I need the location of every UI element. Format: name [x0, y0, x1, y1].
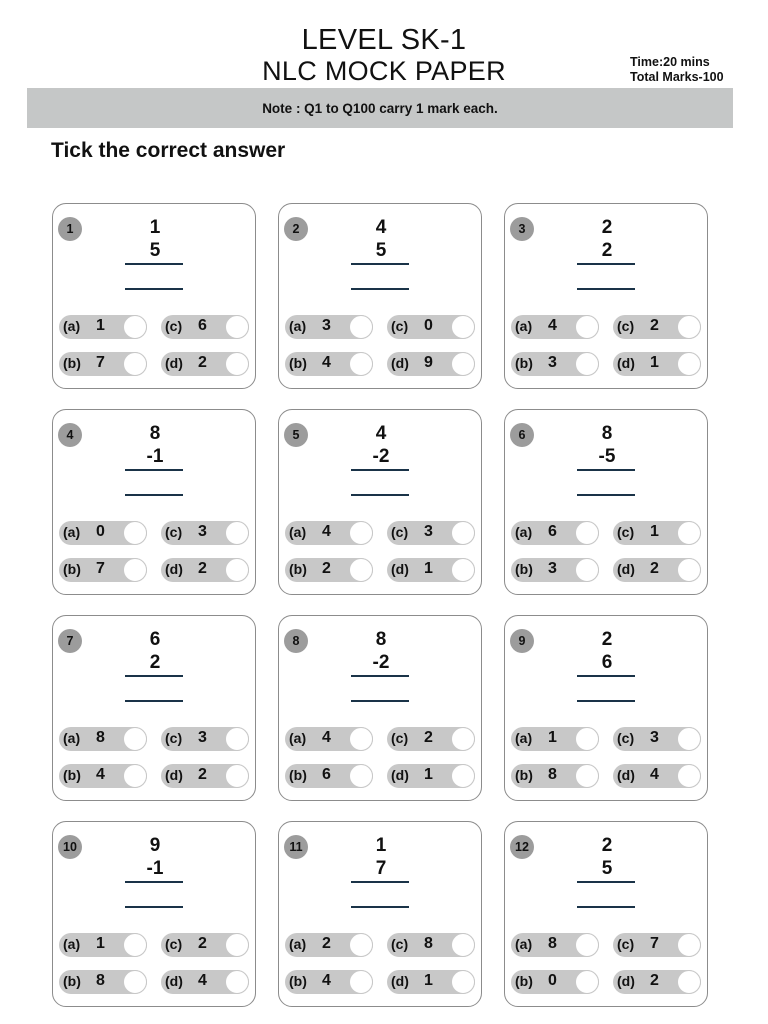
option-d[interactable] [387, 764, 475, 788]
operand-bottom: 2 [601, 240, 613, 261]
option-letter: (a) [289, 318, 307, 334]
option-value: 2 [198, 560, 207, 577]
operand-top: 2 [601, 217, 613, 238]
answer-tick-circle[interactable] [575, 558, 599, 582]
page-subtitle: NLC MOCK PAPER [262, 56, 506, 86]
option-b[interactable] [285, 970, 373, 994]
answer-tick-circle[interactable] [575, 352, 599, 376]
option-a[interactable] [511, 315, 599, 339]
sum-divider-line [577, 263, 635, 265]
option-c[interactable] [161, 933, 249, 957]
operand-top: 2 [601, 629, 613, 650]
option-letter: (a) [289, 936, 307, 952]
option-d[interactable] [161, 352, 249, 376]
option-letter: (a) [515, 730, 533, 746]
operand-top: 4 [375, 217, 387, 238]
option-value: 1 [424, 766, 433, 783]
option-value: 1 [424, 972, 433, 989]
answer-tick-circle[interactable] [451, 764, 475, 788]
question-number-badge: 3 [510, 217, 534, 241]
option-letter: (b) [515, 767, 533, 783]
operand-bottom: 7 [375, 858, 387, 879]
answer-tick-circle[interactable] [575, 315, 599, 339]
answer-tick-circle[interactable] [451, 352, 475, 376]
option-letter: (c) [617, 730, 635, 746]
answer-tick-circle[interactable] [123, 727, 147, 751]
question-card [52, 821, 256, 1007]
answer-line [577, 906, 635, 908]
option-value: 4 [322, 972, 331, 989]
operand-top: 8 [149, 423, 161, 444]
option-letter: (c) [391, 318, 409, 334]
operand-bottom: -1 [146, 446, 164, 467]
option-value: 1 [650, 354, 659, 371]
operand-top: 1 [149, 217, 161, 238]
answer-line [125, 700, 183, 702]
sum-divider-line [351, 263, 409, 265]
option-letter: (a) [63, 936, 81, 952]
option-value: 6 [548, 523, 557, 540]
time-label: Time:20 mins [630, 55, 710, 69]
option-b[interactable] [511, 352, 599, 376]
option-a[interactable] [511, 727, 599, 751]
option-letter: (c) [391, 730, 409, 746]
answer-tick-circle[interactable] [349, 727, 373, 751]
answer-tick-circle[interactable] [349, 970, 373, 994]
option-value: 3 [424, 523, 433, 540]
option-value: 4 [198, 972, 207, 989]
option-c[interactable] [161, 521, 249, 545]
option-value: 3 [650, 729, 659, 746]
operand-top: 2 [601, 835, 613, 856]
answer-tick-circle[interactable] [451, 727, 475, 751]
answer-line [125, 288, 183, 290]
answer-tick-circle[interactable] [123, 315, 147, 339]
option-value: 4 [322, 523, 331, 540]
option-c[interactable] [613, 727, 701, 751]
option-a[interactable] [285, 933, 373, 957]
option-value: 2 [650, 317, 659, 334]
option-d[interactable] [613, 352, 701, 376]
option-value: 2 [650, 560, 659, 577]
answer-tick-circle[interactable] [225, 764, 249, 788]
option-d[interactable] [161, 558, 249, 582]
answer-line [577, 700, 635, 702]
answer-tick-circle[interactable] [123, 558, 147, 582]
option-b[interactable] [285, 558, 373, 582]
sum-divider-line [125, 263, 183, 265]
option-a[interactable] [59, 933, 147, 957]
answer-tick-circle[interactable] [123, 521, 147, 545]
option-value: 6 [198, 317, 207, 334]
answer-tick-circle[interactable] [451, 970, 475, 994]
option-letter: (b) [515, 561, 533, 577]
option-value: 7 [96, 560, 105, 577]
option-letter: (c) [617, 936, 635, 952]
option-d[interactable] [613, 558, 701, 582]
option-c[interactable] [387, 933, 475, 957]
option-value: 6 [322, 766, 331, 783]
answer-tick-circle[interactable] [451, 933, 475, 957]
answer-tick-circle[interactable] [123, 764, 147, 788]
option-letter: (c) [391, 936, 409, 952]
answer-tick-circle[interactable] [225, 521, 249, 545]
operand-top: 8 [375, 629, 387, 650]
option-d[interactable] [613, 764, 701, 788]
answer-tick-circle[interactable] [349, 352, 373, 376]
option-value: 8 [96, 972, 105, 989]
sum-divider-line [351, 675, 409, 677]
option-letter: (b) [63, 973, 81, 989]
operand-bottom: 5 [149, 240, 161, 261]
answer-line [125, 906, 183, 908]
answer-tick-circle[interactable] [225, 727, 249, 751]
option-letter: (a) [515, 318, 533, 334]
option-a[interactable] [285, 521, 373, 545]
option-letter: (d) [165, 767, 183, 783]
option-d[interactable] [161, 764, 249, 788]
answer-line [351, 494, 409, 496]
option-c[interactable] [613, 933, 701, 957]
question-card [278, 409, 482, 595]
sum-divider-line [577, 881, 635, 883]
operand-bottom: -5 [598, 446, 616, 467]
option-letter: (a) [63, 318, 81, 334]
answer-tick-circle[interactable] [225, 315, 249, 339]
option-value: 1 [96, 317, 105, 334]
option-letter: (d) [617, 355, 635, 371]
option-letter: (b) [63, 767, 81, 783]
question-card [504, 821, 708, 1007]
answer-tick-circle[interactable] [225, 933, 249, 957]
option-letter: (d) [391, 355, 409, 371]
option-letter: (c) [165, 730, 183, 746]
operand-bottom: 2 [149, 652, 161, 673]
option-b[interactable] [59, 558, 147, 582]
option-letter: (c) [391, 524, 409, 540]
instruction-heading: Tick the correct answer [51, 139, 286, 162]
option-value: 2 [650, 972, 659, 989]
answer-tick-circle[interactable] [677, 970, 701, 994]
question-number-badge: 2 [284, 217, 308, 241]
option-a[interactable] [59, 727, 147, 751]
option-letter: (b) [289, 973, 307, 989]
option-letter: (b) [63, 355, 81, 371]
operand-top: 6 [149, 629, 161, 650]
answer-tick-circle[interactable] [123, 933, 147, 957]
option-value: 1 [96, 935, 105, 952]
option-a[interactable] [59, 315, 147, 339]
operand-bottom: -1 [146, 858, 164, 879]
sum-divider-line [577, 469, 635, 471]
answer-tick-circle[interactable] [677, 764, 701, 788]
answer-line [577, 288, 635, 290]
option-value: 1 [424, 560, 433, 577]
option-b[interactable] [59, 970, 147, 994]
answer-tick-circle[interactable] [349, 558, 373, 582]
answer-tick-circle[interactable] [349, 933, 373, 957]
operand-bottom: -2 [372, 446, 390, 467]
option-value: 3 [322, 317, 331, 334]
option-letter: (d) [391, 973, 409, 989]
question-card [52, 615, 256, 801]
question-number-badge: 11 [284, 835, 308, 859]
question-number-badge: 10 [58, 835, 82, 859]
operand-bottom: 5 [375, 240, 387, 261]
option-d[interactable] [161, 970, 249, 994]
option-value: 3 [198, 729, 207, 746]
note-text: Note : Q1 to Q100 carry 1 mark each. [262, 100, 498, 116]
sum-divider-line [351, 881, 409, 883]
answer-tick-circle[interactable] [575, 970, 599, 994]
operand-bottom: -2 [372, 652, 390, 673]
answer-line [351, 288, 409, 290]
question-card [504, 409, 708, 595]
option-letter: (b) [289, 561, 307, 577]
question-number-badge: 7 [58, 629, 82, 653]
answer-tick-circle[interactable] [225, 352, 249, 376]
option-letter: (b) [289, 767, 307, 783]
option-value: 1 [548, 729, 557, 746]
answer-tick-circle[interactable] [349, 315, 373, 339]
answer-tick-circle[interactable] [575, 933, 599, 957]
option-c[interactable] [387, 727, 475, 751]
option-value: 2 [424, 729, 433, 746]
answer-tick-circle[interactable] [677, 352, 701, 376]
option-a[interactable] [511, 521, 599, 545]
option-letter: (d) [165, 973, 183, 989]
option-b[interactable] [511, 970, 599, 994]
sum-divider-line [125, 881, 183, 883]
option-value: 2 [322, 935, 331, 952]
answer-tick-circle[interactable] [225, 970, 249, 994]
option-value: 7 [96, 354, 105, 371]
answer-tick-circle[interactable] [677, 315, 701, 339]
option-letter: (b) [515, 973, 533, 989]
question-number-badge: 5 [284, 423, 308, 447]
question-number-badge: 12 [510, 835, 534, 859]
option-value: 4 [96, 766, 105, 783]
answer-tick-circle[interactable] [575, 521, 599, 545]
option-value: 2 [198, 766, 207, 783]
answer-line [577, 494, 635, 496]
option-a[interactable] [285, 315, 373, 339]
option-value: 4 [548, 317, 557, 334]
answer-line [125, 494, 183, 496]
option-letter: (d) [165, 355, 183, 371]
option-b[interactable] [285, 352, 373, 376]
operand-top: 9 [149, 835, 161, 856]
option-value: 0 [96, 523, 105, 540]
option-letter: (b) [63, 561, 81, 577]
exam-meta [630, 55, 724, 85]
question-number-badge: 4 [58, 423, 82, 447]
option-value: 3 [548, 354, 557, 371]
option-letter: (a) [289, 524, 307, 540]
question-number-badge: 8 [284, 629, 308, 653]
option-letter: (d) [617, 561, 635, 577]
answer-tick-circle[interactable] [677, 933, 701, 957]
sum-divider-line [351, 469, 409, 471]
option-letter: (d) [391, 561, 409, 577]
option-c[interactable] [161, 315, 249, 339]
option-letter: (c) [165, 524, 183, 540]
option-c[interactable] [613, 521, 701, 545]
option-value: 3 [198, 523, 207, 540]
option-letter: (b) [515, 355, 533, 371]
answer-tick-circle[interactable] [677, 727, 701, 751]
option-letter: (a) [515, 936, 533, 952]
answer-tick-circle[interactable] [349, 521, 373, 545]
option-value: 2 [198, 935, 207, 952]
option-c[interactable] [161, 727, 249, 751]
option-value: 1 [650, 523, 659, 540]
answer-tick-circle[interactable] [349, 764, 373, 788]
option-value: 2 [198, 354, 207, 371]
answer-line [351, 700, 409, 702]
operand-top: 4 [375, 423, 387, 444]
sum-divider-line [125, 469, 183, 471]
option-value: 9 [424, 354, 433, 371]
option-value: 8 [424, 935, 433, 952]
option-letter: (c) [165, 936, 183, 952]
option-letter: (d) [617, 767, 635, 783]
option-value: 8 [548, 766, 557, 783]
answer-tick-circle[interactable] [225, 558, 249, 582]
option-value: 4 [322, 729, 331, 746]
answer-tick-circle[interactable] [451, 315, 475, 339]
answer-tick-circle[interactable] [575, 727, 599, 751]
option-letter: (c) [617, 318, 635, 334]
option-b[interactable] [511, 558, 599, 582]
option-b[interactable] [59, 352, 147, 376]
option-letter: (c) [165, 318, 183, 334]
sum-divider-line [125, 675, 183, 677]
option-value: 0 [548, 972, 557, 989]
operand-bottom: 6 [601, 652, 613, 673]
question-card [504, 203, 708, 389]
option-letter: (a) [289, 730, 307, 746]
option-letter: (d) [165, 561, 183, 577]
option-a[interactable] [285, 727, 373, 751]
option-value: 4 [650, 766, 659, 783]
question-number-badge: 1 [58, 217, 82, 241]
answer-tick-circle[interactable] [677, 521, 701, 545]
option-letter: (b) [289, 355, 307, 371]
option-letter: (a) [63, 730, 81, 746]
question-number-badge: 6 [510, 423, 534, 447]
question-card [278, 821, 482, 1007]
operand-top: 1 [375, 835, 387, 856]
page-title: LEVEL SK-1 [301, 24, 467, 56]
question-card [504, 615, 708, 801]
note-bar [27, 88, 733, 128]
option-b[interactable] [59, 764, 147, 788]
option-a[interactable] [59, 521, 147, 545]
sum-divider-line [577, 675, 635, 677]
total-marks-label: Total Marks-100 [630, 70, 724, 84]
answer-tick-circle[interactable] [123, 352, 147, 376]
option-value: 8 [548, 935, 557, 952]
operand-bottom: 5 [601, 858, 613, 879]
option-d[interactable] [387, 558, 475, 582]
answer-tick-circle[interactable] [677, 558, 701, 582]
question-card [278, 203, 482, 389]
question-card [52, 409, 256, 595]
option-letter: (d) [617, 973, 635, 989]
option-c[interactable] [387, 521, 475, 545]
option-b[interactable] [511, 764, 599, 788]
answer-tick-circle[interactable] [451, 521, 475, 545]
option-value: 8 [96, 729, 105, 746]
option-value: 0 [424, 317, 433, 334]
answer-tick-circle[interactable] [575, 764, 599, 788]
option-letter: (c) [617, 524, 635, 540]
question-card [278, 615, 482, 801]
option-value: 3 [548, 560, 557, 577]
option-letter: (a) [515, 524, 533, 540]
option-letter: (a) [63, 524, 81, 540]
question-number-badge: 9 [510, 629, 534, 653]
option-d[interactable] [387, 352, 475, 376]
option-c[interactable] [387, 315, 475, 339]
option-value: 7 [650, 935, 659, 952]
option-b[interactable] [285, 764, 373, 788]
option-letter: (d) [391, 767, 409, 783]
answer-tick-circle[interactable] [451, 558, 475, 582]
option-d[interactable] [613, 970, 701, 994]
operand-top: 8 [601, 423, 613, 444]
option-d[interactable] [387, 970, 475, 994]
answer-tick-circle[interactable] [123, 970, 147, 994]
question-card [52, 203, 256, 389]
option-value: 2 [322, 560, 331, 577]
answer-line [351, 906, 409, 908]
option-c[interactable] [613, 315, 701, 339]
option-value: 4 [322, 354, 331, 371]
option-a[interactable] [511, 933, 599, 957]
